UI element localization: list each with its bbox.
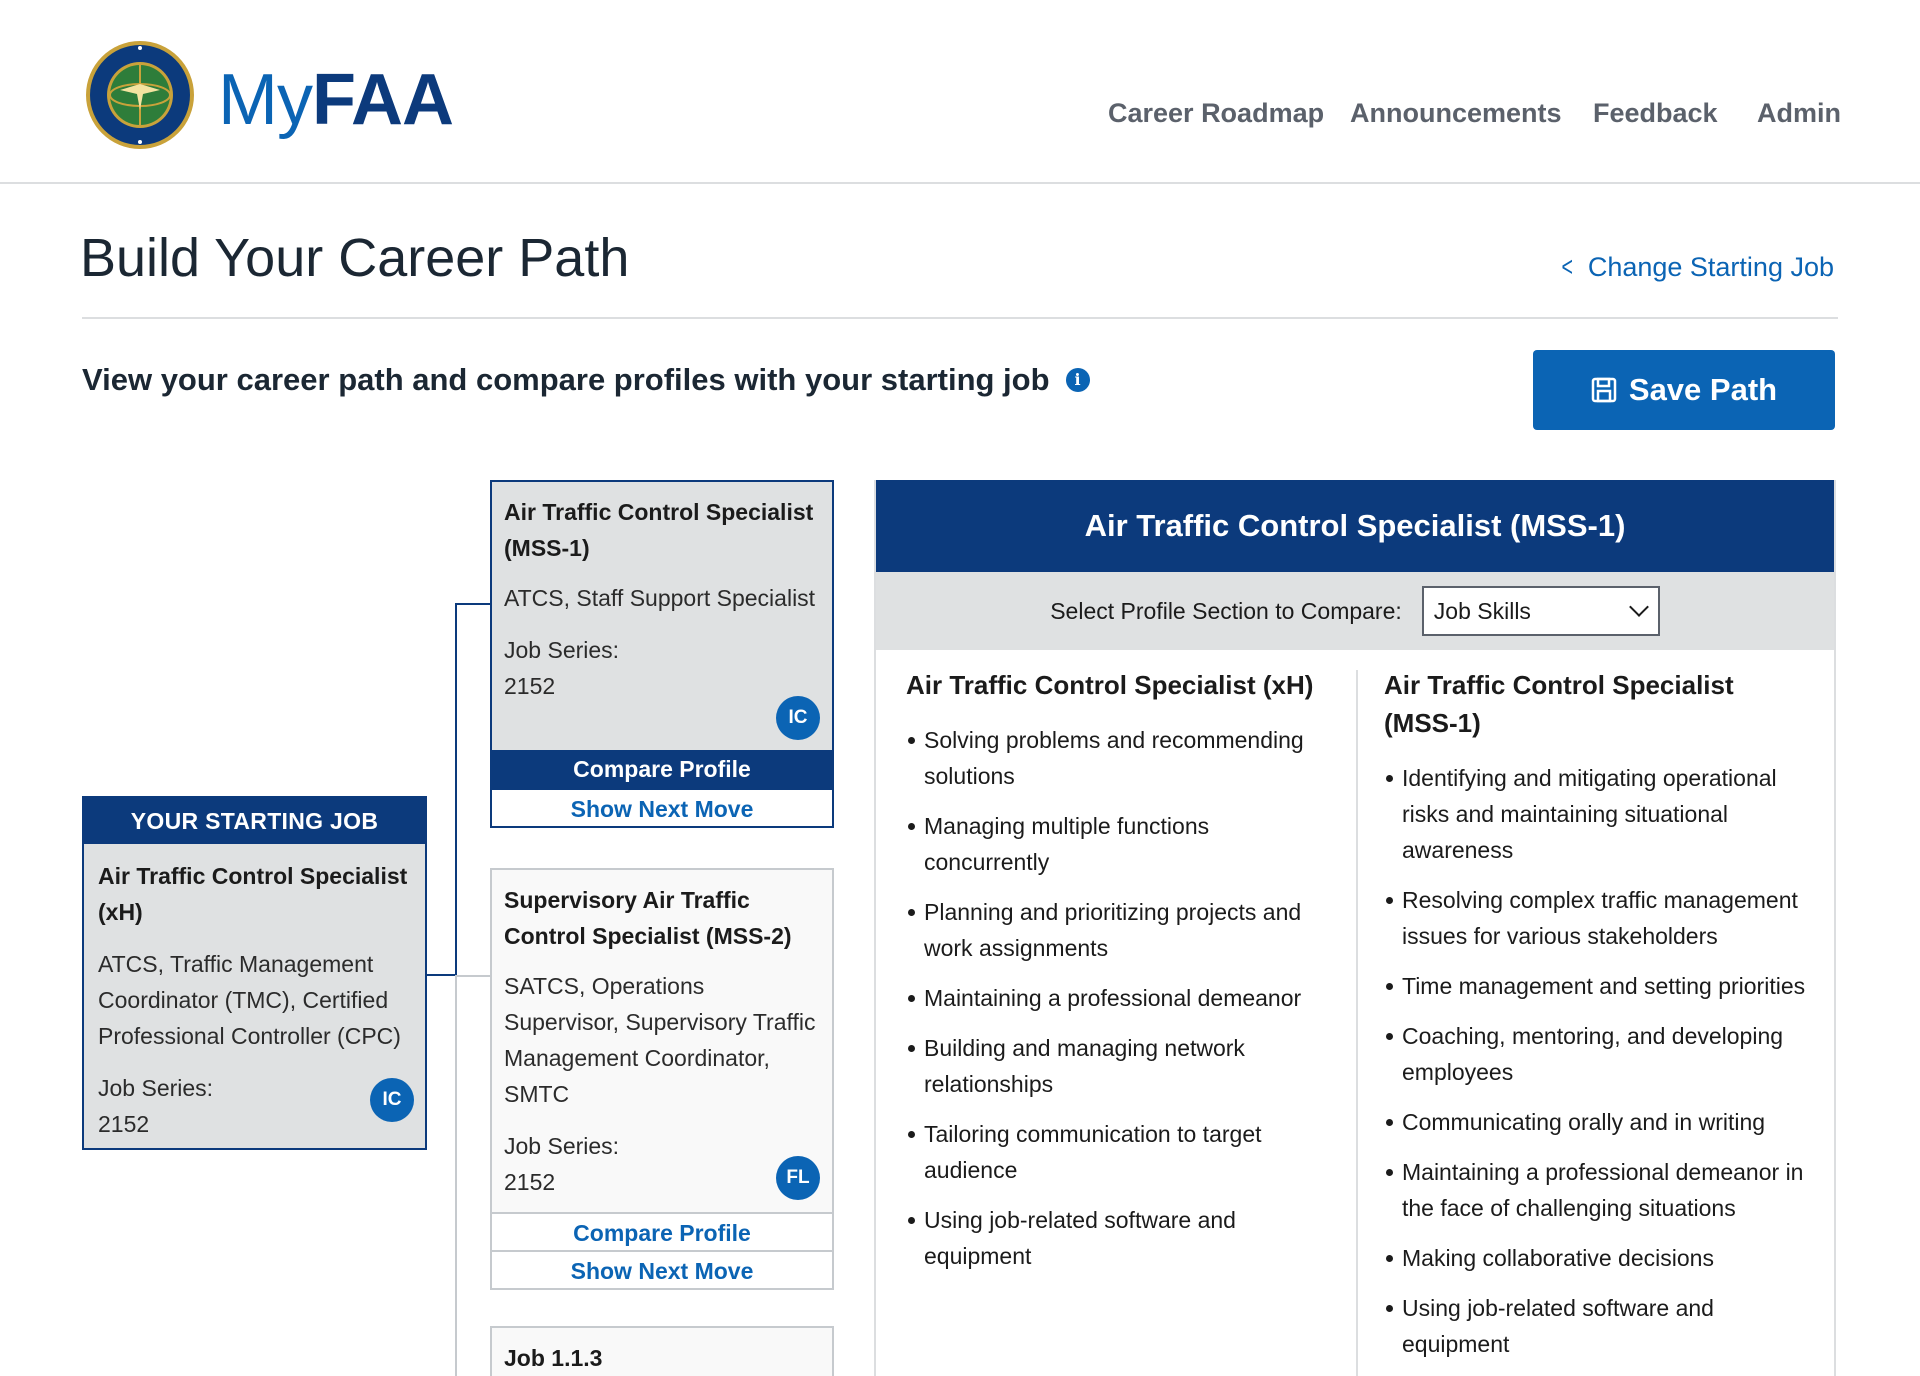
list-item: Building and managing network relationships	[906, 1030, 1336, 1102]
top-header	[0, 0, 1920, 184]
compare-section-bar	[876, 572, 1834, 650]
connector-line-inactive	[455, 976, 457, 1376]
info-icon[interactable]: i	[1066, 368, 1090, 392]
skills-list	[906, 722, 1336, 1274]
show-next-move-button[interactable]: Show Next Move	[492, 1250, 832, 1288]
move-job-title: Air Traffic Control Specialist (MSS-1)	[504, 499, 814, 561]
starting-job-title: Air Traffic Control Specialist (xH)	[98, 863, 408, 925]
nav-career-roadmap[interactable]: Career Roadmap	[1108, 98, 1325, 128]
move-job-desc: SATCS, Operations Supervisor, Supervisory Traffic Management Coordinator, SMTC	[504, 973, 816, 1107]
compare-panel-heading: Air Traffic Control Specialist (MSS-1)	[876, 480, 1834, 572]
list-item: Solving problems and recommending solutions	[906, 722, 1336, 794]
list-item: Tailoring communication to target audience	[906, 1116, 1336, 1188]
brand-suffix: FAA	[311, 60, 453, 140]
subtitle-text: View your career path and compare profiles with your starting job	[82, 362, 1050, 397]
list-item: Time management and setting priorities	[1384, 968, 1814, 1004]
list-item: Coaching, mentoring, and developing employees	[1384, 1018, 1814, 1090]
skills-list	[1384, 760, 1814, 1362]
nav-admin[interactable]: Admin	[1757, 98, 1841, 128]
list-item: Communicating orally and in writing	[1384, 1104, 1814, 1140]
list-item: Managing multiple functions concurrently	[906, 808, 1336, 880]
divider	[82, 317, 1838, 319]
starting-job-desc: ATCS, Traffic Management Coordinator (TMC), Certified Professional Controller (CPC)	[98, 951, 401, 1049]
job-series-value: 2152	[504, 1169, 556, 1195]
compare-profile-button[interactable]: Compare Profile	[492, 1212, 832, 1250]
starting-job-heading: YOUR STARTING JOB	[84, 798, 425, 844]
list-item: Maintaining a professional demeanor	[906, 980, 1336, 1016]
move-job-series	[504, 632, 820, 704]
list-item: Resolving complex traffic management issues for various stakeholders	[1384, 882, 1814, 954]
show-next-move-button[interactable]: Show Next Move	[492, 788, 832, 826]
job-level-badge: IC	[370, 1078, 414, 1122]
myfaa-brand[interactable]	[218, 60, 453, 140]
job-series-label: Job Series:	[504, 1133, 620, 1159]
select-value: Job Skills	[1433, 597, 1531, 624]
list-item: Identifying and mitigating operational risks and maintaining situational awareness	[1384, 760, 1814, 868]
job-series-value: 2152	[98, 1111, 150, 1137]
list-item: Maintaining a professional demeanor in the face of challenging situations	[1384, 1154, 1814, 1226]
next-move-card[interactable]	[490, 868, 834, 1290]
starting-job-card[interactable]	[82, 796, 427, 1150]
move-job-title: Supervisory Air Traffic Control Specialist (MSS-2)	[504, 887, 792, 949]
job-series-label: Job Series:	[98, 1075, 214, 1101]
list-item: Making collaborative decisions	[1384, 1240, 1814, 1276]
connector-line	[455, 603, 490, 605]
faa-seal-logo[interactable]	[85, 40, 195, 150]
save-path-label: Save Path	[1628, 372, 1778, 407]
connector-line	[427, 974, 457, 976]
column-title: Air Traffic Control Specialist (MSS-1)	[1384, 670, 1734, 738]
connector-line	[455, 603, 457, 976]
move-job-desc: ATCS, Staff Support Specialist	[504, 585, 816, 611]
nav-announcements[interactable]: Announcements	[1350, 98, 1562, 128]
list-item: Using job-related software and equipment	[1384, 1290, 1814, 1362]
page-title: Build Your Career Path	[80, 228, 630, 288]
profile-section-select[interactable]	[1422, 586, 1660, 636]
job-series-value: 2152	[504, 673, 556, 699]
move-job-series	[504, 1128, 820, 1200]
column-title: Air Traffic Control Specialist (xH)	[906, 670, 1314, 700]
connector-line-inactive	[455, 975, 490, 977]
compare-panel	[874, 480, 1836, 1376]
column-divider	[1356, 670, 1358, 1376]
save-path-button[interactable]	[1533, 350, 1835, 430]
list-item: Planning and prioritizing projects and work assignments	[906, 894, 1336, 966]
save-icon	[1591, 377, 1617, 403]
compare-profile-button[interactable]: Compare Profile	[492, 750, 832, 788]
move-job-title: Job 1.1.3	[504, 1345, 603, 1371]
starting-job-column	[906, 666, 1336, 1288]
starting-job-series	[98, 1070, 411, 1142]
change-starting-job-label: Change Starting Job	[1587, 252, 1834, 282]
compared-job-column	[1384, 666, 1814, 1376]
page-subtitle	[82, 360, 1090, 400]
next-move-card[interactable]	[490, 1326, 834, 1376]
list-item: Using job-related software and equipment	[906, 1202, 1336, 1274]
job-level-badge: IC	[776, 696, 820, 740]
change-starting-job-link[interactable]	[1559, 250, 1834, 284]
next-move-card[interactable]	[490, 480, 834, 828]
brand-prefix: My	[218, 60, 312, 140]
job-series-label: Job Series:	[504, 637, 620, 663]
chevron-left-icon: <	[1561, 251, 1574, 282]
nav-feedback[interactable]: Feedback	[1593, 98, 1718, 128]
chevron-down-icon	[1629, 597, 1649, 617]
job-level-badge: FL	[776, 1156, 820, 1200]
compare-section-label: Select Profile Section to Compare:	[1050, 597, 1402, 624]
